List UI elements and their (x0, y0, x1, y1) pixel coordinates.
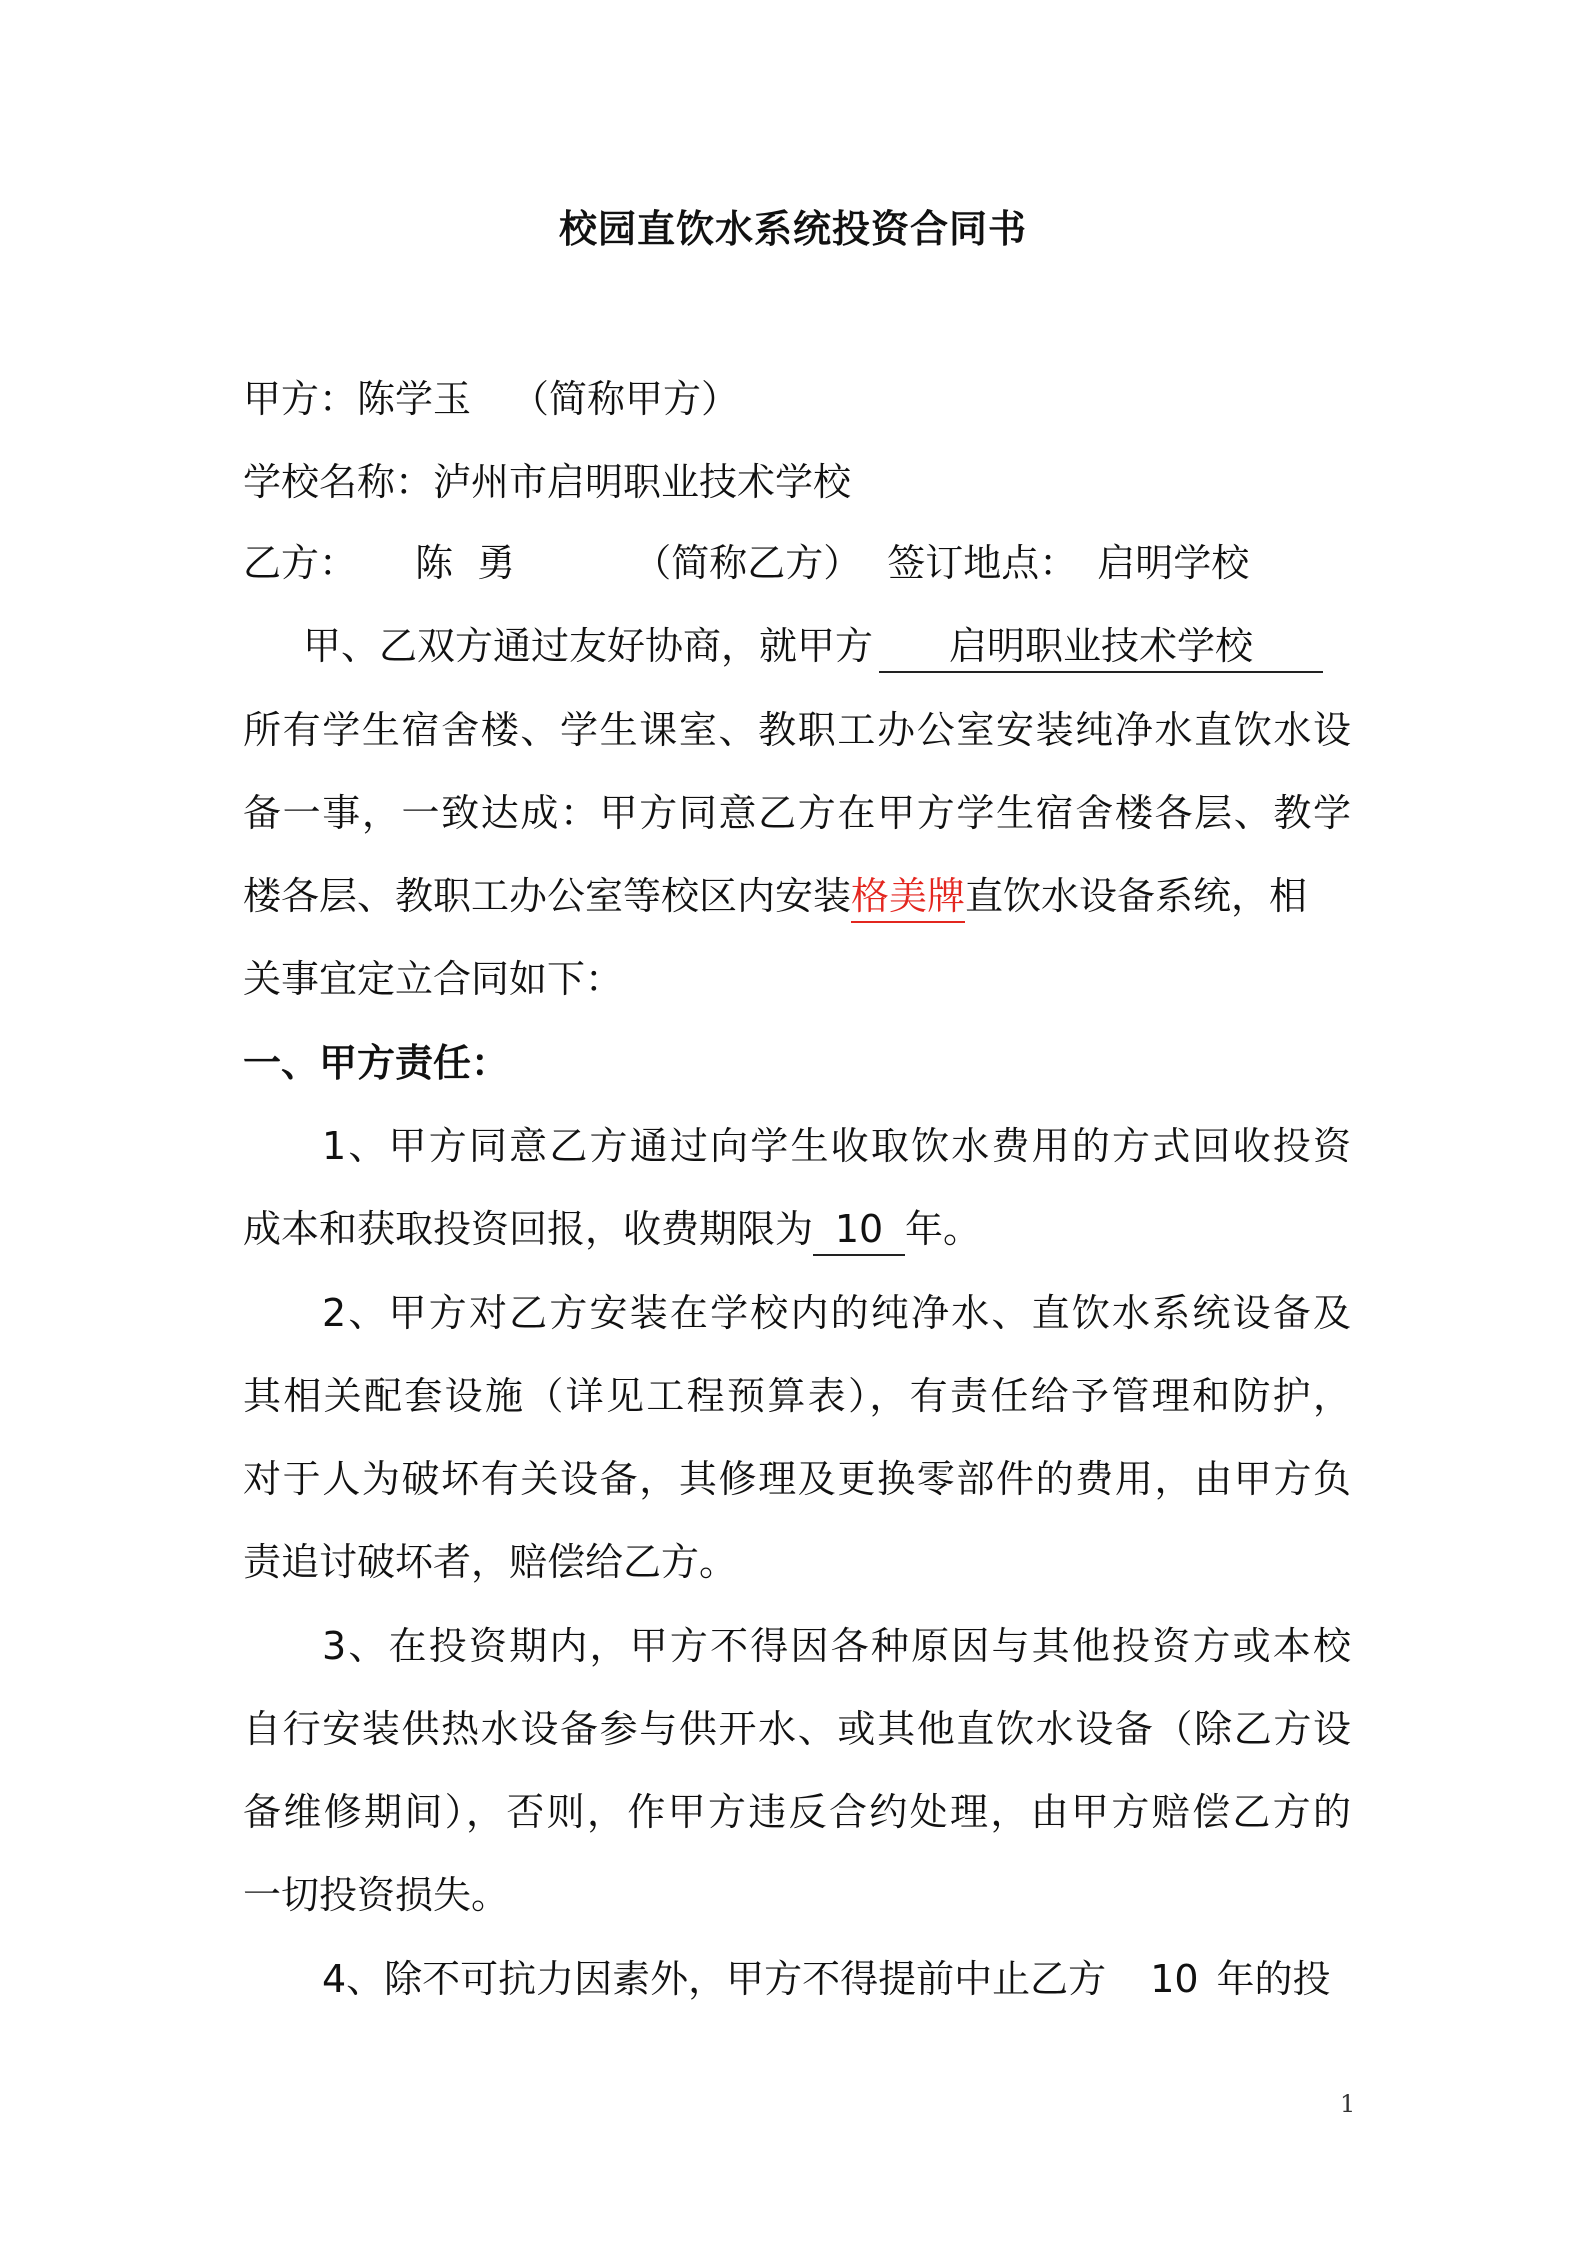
party-a-name: 陈学玉 (357, 377, 472, 421)
party-a-line (243, 373, 739, 425)
intro-line-4 (243, 870, 1307, 923)
intro-line-4-prefix: 楼各层、教职工办公室等校区内安装 (243, 874, 852, 918)
party-b-label: 乙方： (243, 541, 358, 585)
intro-line-3: 备一事，一致达成：甲方同意乙方在甲方学生宿舍楼各层、教学 (243, 791, 1351, 835)
clause-2-line-4: 责追讨破坏者，赔偿给乙方。 (243, 1540, 738, 1584)
school-value: 泸州市启明职业技术学校 (433, 460, 852, 504)
signing-place-label: 签订地点： (887, 541, 1078, 585)
clause-1-suffix: 年。 (905, 1207, 982, 1251)
clause-2-line-2: 其相关配套设施（详见工程预算表），有责任给予管理和防护， (243, 1374, 1351, 1418)
clause-1-prefix: 成本和获取投资回报，收费期限为 (243, 1207, 814, 1251)
document-title: 校园直饮水系统投资合同书 (558, 207, 1027, 251)
intro-prefix: 甲、乙双方通过友好协商，就甲方 (303, 624, 874, 668)
page-number: 1 (1340, 2090, 1356, 2118)
party-b-abbr: （简称乙方） (633, 541, 862, 585)
fee-period-years: 10 (813, 1204, 905, 1256)
signing-place-value: 启明学校 (1097, 541, 1250, 585)
section-heading-party-a-duties: 一、甲方责任： (243, 1041, 510, 1085)
clause-1-line-1: 1、甲方同意乙方通过向学生收取饮水费用的方式回收投资 (322, 1124, 1351, 1168)
school-label: 学校名称： (243, 460, 434, 504)
clause-4-prefix: 4、除不可抗力因素外，甲方不得提前中止乙方 (322, 1957, 1107, 2001)
clause-2-line-1: 2、甲方对乙方安装在学校内的纯净水、直饮水系统设备及 (322, 1291, 1351, 1335)
clause-3-line-3: 备维修期间），否则，作甲方违反合约处理，由甲方赔偿乙方的 (243, 1790, 1351, 1834)
brand-name-highlight: 格美牌 (851, 871, 965, 923)
party-a-label: 甲方： (243, 377, 358, 421)
intro-school-fill: 启明职业技术学校 (879, 621, 1323, 673)
intro-line-2: 所有学生宿舍楼、学生课室、教职工办公室安装纯净水直饮水设 (243, 708, 1351, 752)
clause-1-line-2 (243, 1203, 981, 1256)
intro-line-4-suffix: 直饮水设备系统，相 (965, 874, 1308, 918)
clause-4-line-1 (322, 1953, 1331, 2005)
school-line (243, 456, 851, 508)
party-a-abbr: （简称甲方） (511, 377, 740, 421)
intro-line-1 (303, 620, 1323, 673)
intro-line-5: 关事宜定立合同如下： (243, 957, 624, 1001)
party-b-name: 陈 勇 (415, 541, 516, 585)
clause-3-line-4: 一切投资损失。 (243, 1873, 510, 1917)
party-b-line (243, 537, 1249, 589)
clause-3-line-2: 自行安装供热水设备参与供开水、或其他直饮水设备（除乙方设 (243, 1707, 1351, 1751)
clause-3-line-1: 3、在投资期内，甲方不得因各种原因与其他投资方或本校 (322, 1624, 1351, 1668)
clause-2-line-3: 对于人为破坏有关设备，其修理及更换零部件的费用，由甲方负 (243, 1457, 1351, 1501)
clause-4-suffix: 年的投 (1216, 1957, 1331, 2001)
clause-4-years: 10 (1150, 1957, 1199, 2001)
